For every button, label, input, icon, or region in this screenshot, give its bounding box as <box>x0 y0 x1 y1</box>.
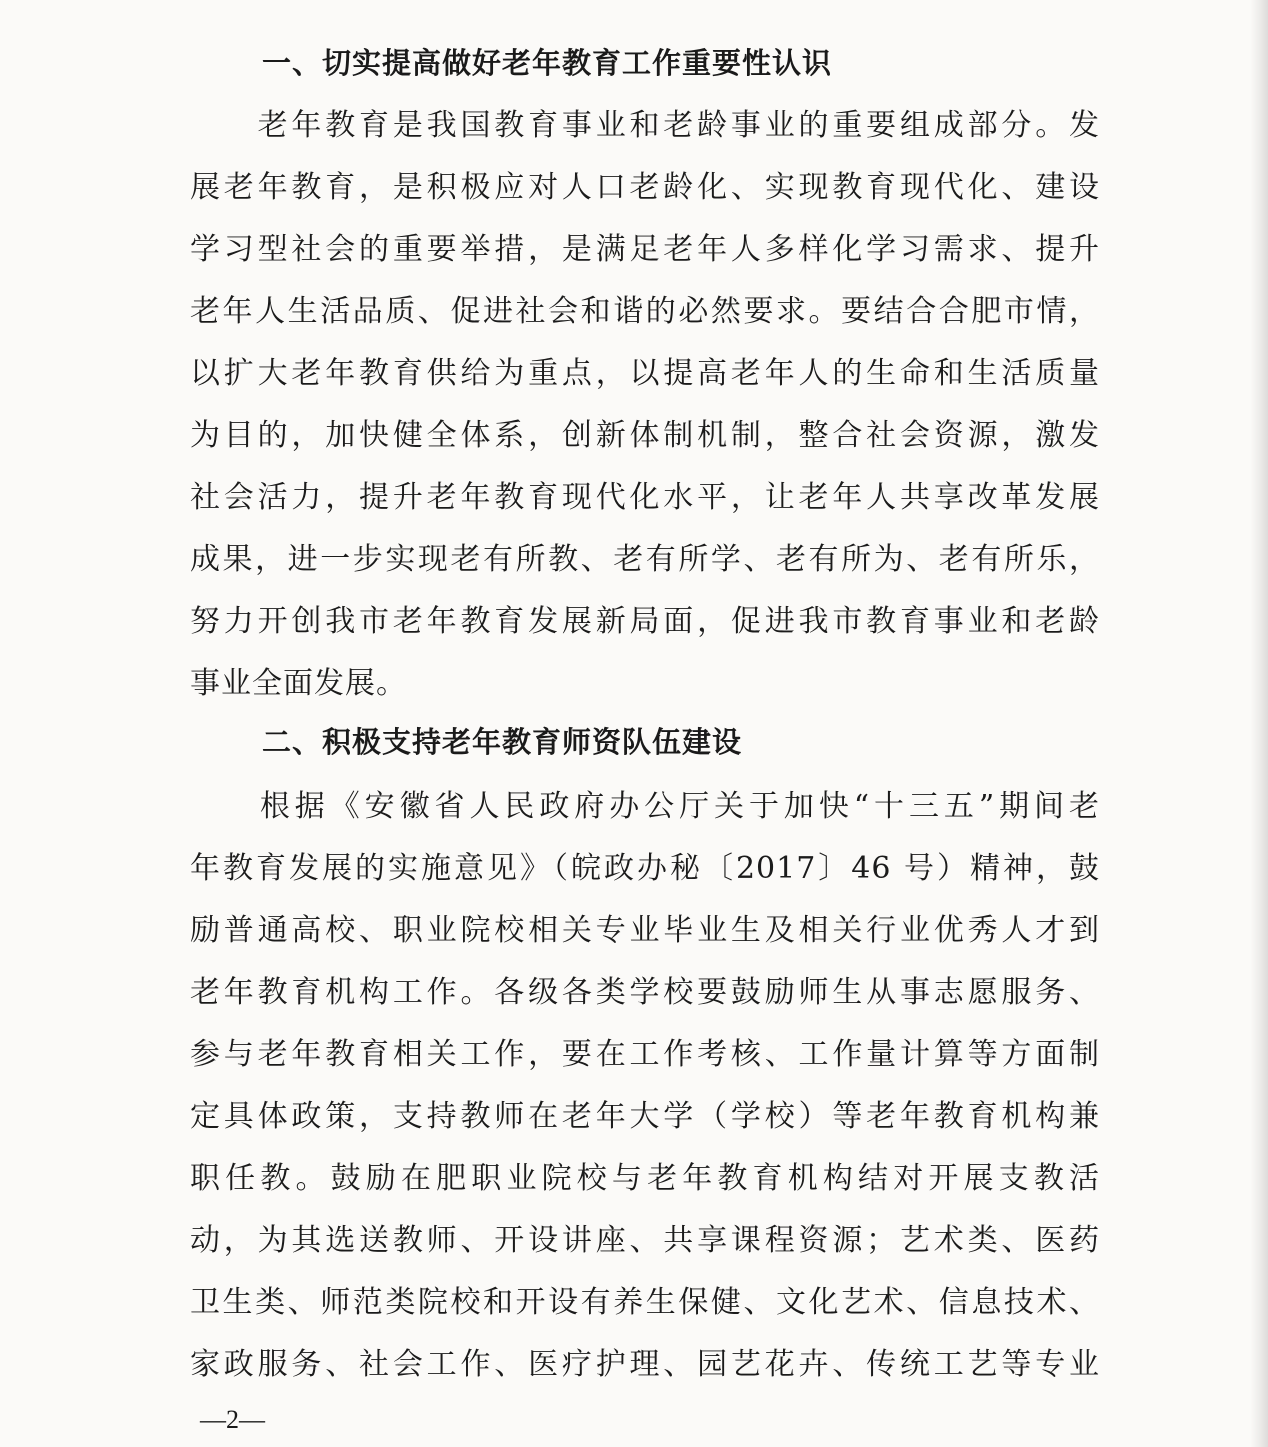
page-number: —2— <box>200 1405 265 1434</box>
section2-paragraph <box>190 776 1100 1396</box>
section2-heading: 二、积极支持老年教育师资队伍建设 <box>262 725 743 759</box>
section1-paragraph <box>190 95 1100 715</box>
paragraph-line: 根据《安徽省人民政府办公厅关于加快“十三五”期间老 <box>190 789 1100 824</box>
paragraph-line: 家政服务、社会工作、医疗护理、园艺花卉、传统工艺等专业 <box>190 1347 1100 1382</box>
paragraph-line: 事业全面发展。 <box>190 666 407 701</box>
paragraph-line: 努力开创我市老年教育发展新局面，促进我市教育事业和老龄 <box>190 604 1100 639</box>
paragraph-line: 以扩大老年教育供给为重点，以提高老年人的生命和生活质量 <box>190 356 1100 391</box>
paragraph-line: 为目的，加快健全体系，创新体制机制，整合社会资源，激发 <box>190 418 1100 453</box>
paragraph-line: 老年教育是我国教育事业和老龄事业的重要组成部分。发 <box>190 108 1100 143</box>
paragraph-line: 老年教育机构工作。各级各类学校要鼓励师生从事志愿服务、 <box>190 975 1100 1010</box>
paragraph-line: 动，为其选送教师、开设讲座、共享课程资源；艺术类、医药 <box>190 1223 1100 1258</box>
section1-heading: 一、切实提高做好老年教育工作重要性认识 <box>262 46 833 80</box>
paragraph-line: 励普通高校、职业院校相关专业毕业生及相关行业优秀人才到 <box>190 913 1100 948</box>
paragraph-line: 定具体政策，支持教师在老年大学（学校）等老年教育机构兼 <box>190 1099 1100 1134</box>
paragraph-line: 参与老年教育相关工作，要在工作考核、工作量计算等方面制 <box>190 1037 1100 1072</box>
paragraph-line: 社会活力，提升老年教育现代化水平，让老年人共享改革发展 <box>190 480 1100 515</box>
paragraph-line: 老年人生活品质、促进社会和谐的必然要求。要结合合肥市情， <box>190 294 1100 329</box>
paragraph-line: 学习型社会的重要举措，是满足老年人多样化学习需求、提升 <box>190 232 1100 267</box>
paragraph-line: 展老年教育，是积极应对人口老龄化、实现教育现代化、建设 <box>190 170 1100 205</box>
paragraph-line: 年教育发展的实施意见》（皖政办秘〔2017〕46 号）精神，鼓 <box>190 851 1100 886</box>
paragraph-line: 职任教。鼓励在肥职业院校与老年教育机构结对开展支教活 <box>190 1161 1100 1196</box>
page-edge-shadow <box>1250 0 1268 1447</box>
paragraph-line: 成果，进一步实现老有所教、老有所学、老有所为、老有所乐， <box>190 542 1100 577</box>
paragraph-line: 卫生类、师范类院校和开设有养生保健、文化艺术、信息技术、 <box>190 1285 1100 1320</box>
